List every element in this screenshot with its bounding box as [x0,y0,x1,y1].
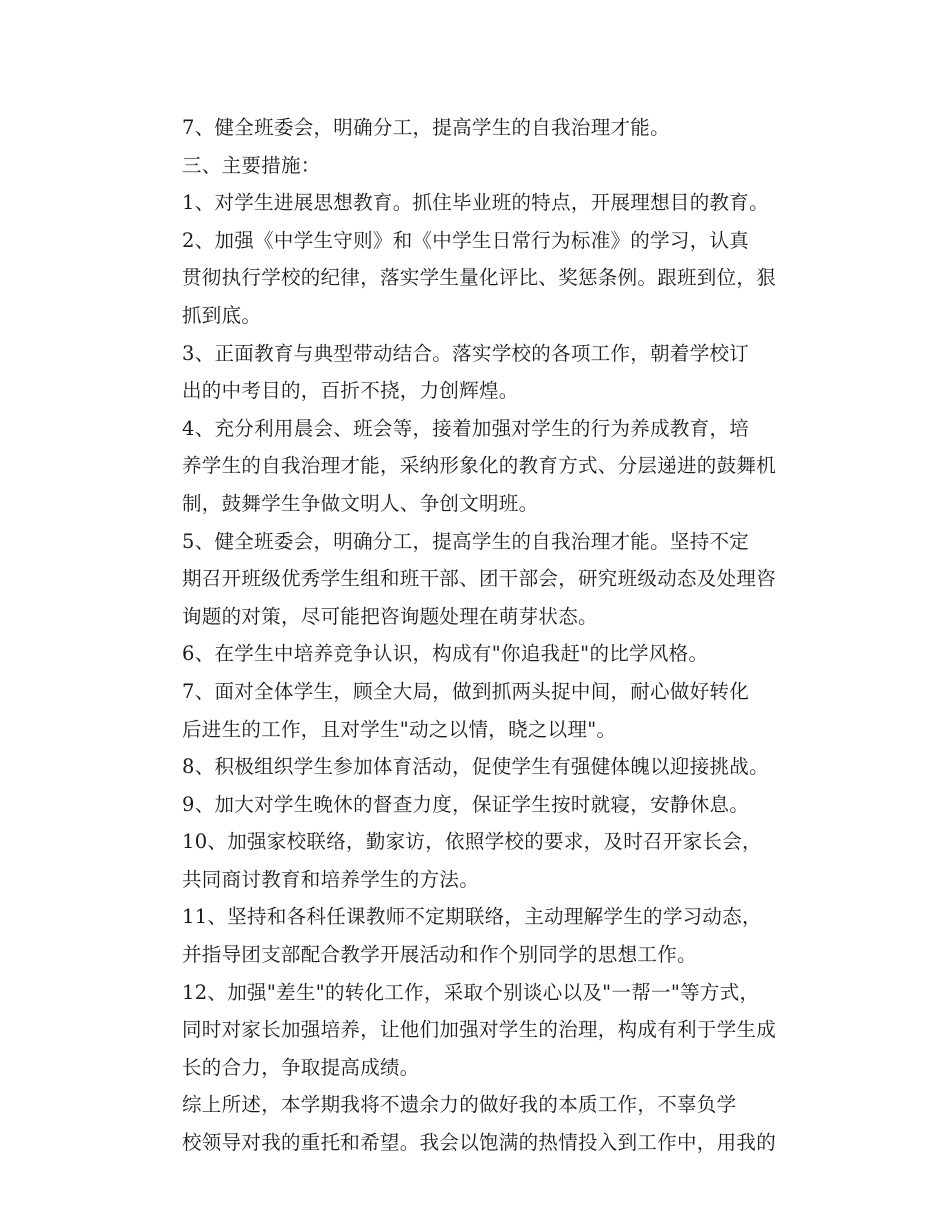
text-line: 10、加强家校联络，勤家访，依照学校的要求，及时召开家长会， [182,830,762,854]
text-line: 7、健全班委会，明确分工，提高学生的自我治理才能。 [182,116,670,139]
paragraph [143,109,815,147]
text-line: 贯彻执行学校的纪律，落实学生量化评比、奖惩条例。跟班到位，狠 [182,266,777,290]
text-line: 制，鼓舞学生争做文明人、争创文明班。 [182,491,539,515]
text-line: 并指导团支部配合教学开展活动和作个别同学的思想工作。 [182,943,697,967]
text-line: 同时对家长加强培养，让他们加强对学生的治理，构成有利于学生成 [182,1018,777,1042]
paragraph [143,823,815,898]
text-line: 共同商讨教育和培养学生的方法。 [182,867,480,891]
text-line: 12、加强"差生"的转化工作，采取个别谈心以及"一帮一"等方式， [182,980,760,1004]
text-line: 期召开班级优秀学生组和班干部、团干部会，研究班级动态及处理咨 [182,567,777,591]
paragraph [143,222,815,335]
paragraph [143,635,815,673]
paragraph [143,1086,815,1161]
paragraph [143,748,815,786]
text-line: 询题的对策，尽可能把咨询题处理在萌芽状态。 [182,604,598,628]
paragraph [143,184,815,222]
text-line: 2、加强《中学生守则》和《中学生日常行为标准》的学习，认真 [182,228,750,252]
paragraph [143,898,815,973]
text-line: 长的合力，争取提高成绩。 [182,1055,420,1079]
text-line: 6、在学生中培养竞争认识，构成有"你追我赶"的比学风格。 [182,642,709,666]
text-line: 3、正面教育与典型带动结合。落实学校的各项工作，朝着学校订 [182,341,750,365]
text-line: 出的中考目的，百折不挠，力创辉煌。 [182,379,519,403]
text-line: 11、坚持和各科任课教师不定期联络，主动理解学生的学习动态， [182,905,762,929]
text-line: 1、对学生进展思想教育。抓住毕业班的特点，开展理想目的教育。 [182,191,769,215]
text-line: 5、健全班委会，明确分工，提高学生的自我治理才能。坚持不定 [182,529,750,553]
text-line: 综上所述，本学期我将不遗余力的做好我的本质工作，不辜负学 [182,1093,737,1117]
text-line: 校领导对我的重托和希望。我会以饱满的热情投入到工作中，用我的 [182,1131,777,1155]
paragraph [143,523,815,636]
text-line: 抓到底。 [182,303,262,327]
text-line: 三、主要措施： [182,153,321,177]
paragraph [143,974,815,1087]
paragraph [143,673,815,748]
text-line: 7、面对全体学生，顾全大局，做到抓两头捉中间，耐心做好转化 [182,679,750,703]
text-line: 4、充分利用晨会、班会等，接着加强对学生的行为养成教育，培 [182,416,750,440]
paragraph [143,786,815,824]
text-line: 后进生的工作，且对学生"动之以情，晓之以理"。 [182,717,617,741]
paragraph [143,147,815,185]
document-body [143,109,815,1162]
paragraph [143,410,815,523]
text-line: 8、积极组织学生参加体育活动，促使学生有强健体魄以迎接挑战。 [182,755,769,779]
text-line: 养学生的自我治理才能，采纳形象化的教育方式、分层递进的鼓舞机 [182,454,777,478]
text-line: 9、加大对学生晚休的督查力度，保证学生按时就寝，安静休息。 [182,792,750,816]
paragraph [143,335,815,410]
